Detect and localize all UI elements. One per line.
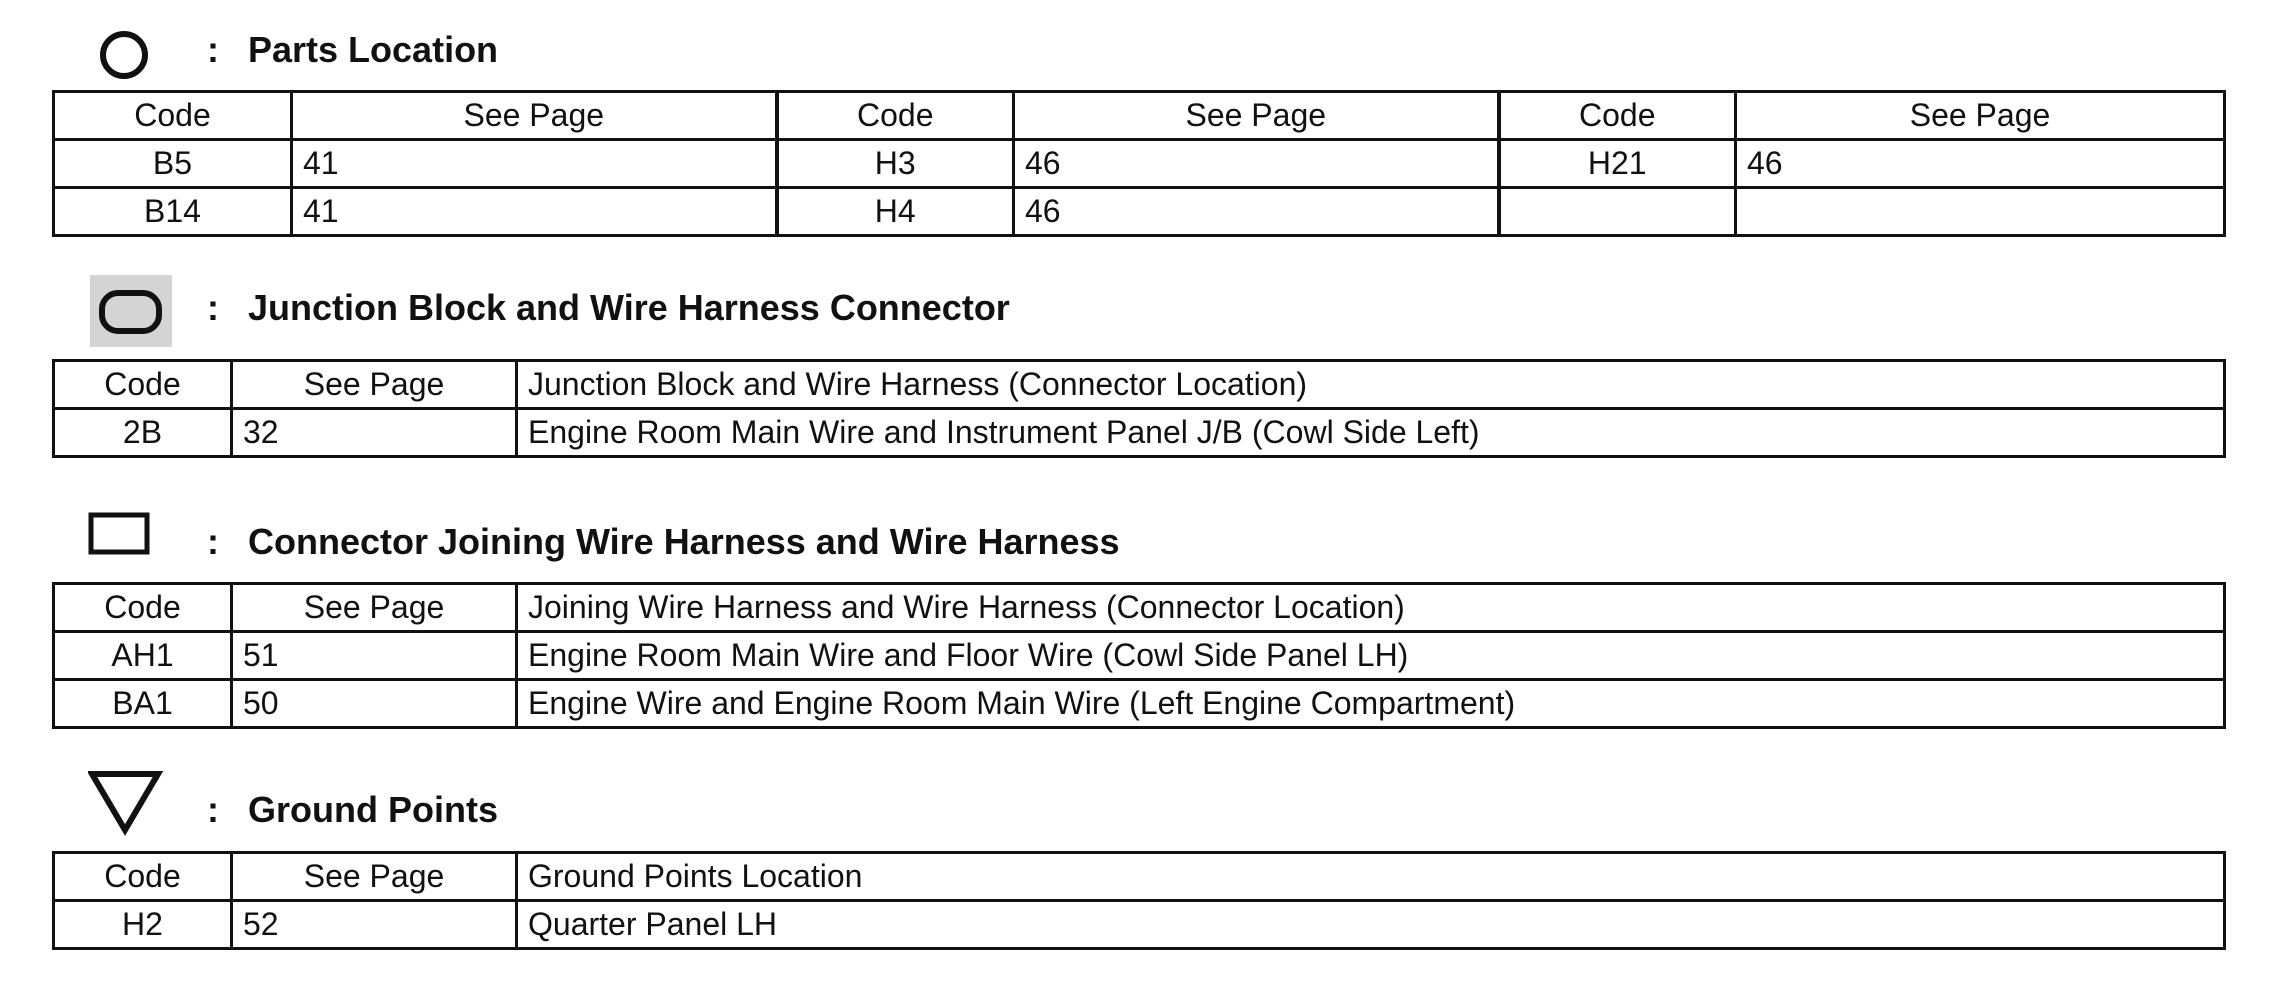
- table-header-row: [54, 584, 2225, 632]
- code-cell: B5: [54, 140, 292, 188]
- column-header-code: Code: [777, 92, 1014, 140]
- page-cell: 41: [292, 140, 777, 188]
- location-cell: Engine Room Main Wire and Instrument Panel J/B (Cowl Side Left): [517, 409, 2225, 457]
- triangle-icon: [88, 770, 178, 850]
- junction-block-title: Junction Block and Wire Harness Connector: [248, 287, 1010, 328]
- parts-location-title: Parts Location: [248, 29, 499, 70]
- page-cell: [1736, 188, 2225, 236]
- parts-colon: :: [207, 29, 219, 70]
- ground-colon: :: [207, 789, 219, 830]
- table-header-row: [54, 853, 2225, 901]
- code-cell: [1499, 188, 1736, 236]
- circle-icon: [92, 10, 162, 90]
- page-cell: 50: [232, 680, 517, 728]
- code-cell: H4: [777, 188, 1014, 236]
- rounded-rect-icon: [88, 268, 178, 348]
- page-cell: 46: [1736, 140, 2225, 188]
- table-row: [54, 901, 2225, 949]
- column-header-location: Ground Points Location: [517, 853, 2225, 901]
- rectangle-icon: [88, 502, 168, 582]
- table-row: [54, 409, 2225, 457]
- column-header-see-page: See Page: [292, 92, 777, 140]
- page-cell: 41: [292, 188, 777, 236]
- location-cell: Engine Wire and Engine Room Main Wire (Left Engine Compartment): [517, 680, 2225, 728]
- location-cell: Engine Room Main Wire and Floor Wire (Cowl Side Panel LH): [517, 632, 2225, 680]
- code-cell: H21: [1499, 140, 1736, 188]
- column-header-location: Joining Wire Harness and Wire Harness (Connector Location): [517, 584, 2225, 632]
- ground-points-heading: [52, 770, 852, 850]
- parts-location-heading: [52, 10, 852, 90]
- table-row: [54, 140, 2225, 188]
- connector-joining-table: [52, 582, 2226, 729]
- connector-colon: :: [207, 521, 219, 562]
- page-cell: 46: [1014, 188, 1499, 236]
- code-cell: B14: [54, 188, 292, 236]
- column-header-see-page: See Page: [1014, 92, 1499, 140]
- column-header-code: Code: [54, 92, 292, 140]
- table-header-row: [54, 92, 2225, 140]
- column-header-code: Code: [54, 584, 232, 632]
- column-header-see-page: See Page: [1736, 92, 2225, 140]
- table-header-row: [54, 361, 2225, 409]
- column-header-see-page: See Page: [232, 853, 517, 901]
- page-cell: 51: [232, 632, 517, 680]
- connector-joining-heading: [52, 502, 1352, 582]
- junction-block-table: [52, 359, 2226, 458]
- page-cell: 46: [1014, 140, 1499, 188]
- code-cell: BA1: [54, 680, 232, 728]
- code-cell: H2: [54, 901, 232, 949]
- ground-points-table: [52, 851, 2226, 950]
- column-header-location: Junction Block and Wire Harness (Connector Location): [517, 361, 2225, 409]
- connector-joining-title: Connector Joining Wire Harness and Wire Harness: [248, 521, 1120, 562]
- table-row: [54, 188, 2225, 236]
- column-header-code: Code: [54, 853, 232, 901]
- code-cell: H3: [777, 140, 1014, 188]
- table-row: [54, 680, 2225, 728]
- column-header-see-page: See Page: [232, 584, 517, 632]
- page-cell: 32: [232, 409, 517, 457]
- column-header-code: Code: [54, 361, 232, 409]
- junction-block-heading: [52, 268, 1252, 348]
- page-cell: 52: [232, 901, 517, 949]
- code-cell: AH1: [54, 632, 232, 680]
- code-cell: 2B: [54, 409, 232, 457]
- parts-location-table: [52, 90, 2226, 237]
- ground-points-title: Ground Points: [248, 789, 498, 830]
- location-cell: Quarter Panel LH: [517, 901, 2225, 949]
- column-header-see-page: See Page: [232, 361, 517, 409]
- junction-colon: :: [207, 287, 219, 328]
- column-header-code: Code: [1499, 92, 1736, 140]
- table-row: [54, 632, 2225, 680]
